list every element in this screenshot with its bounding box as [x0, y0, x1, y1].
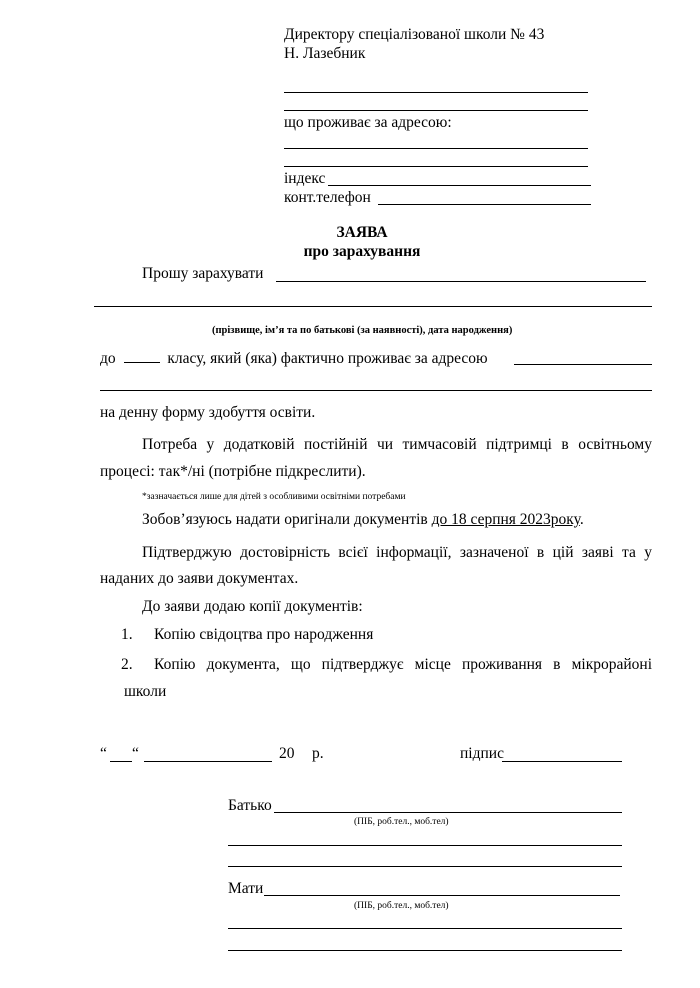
addressee-line-1: Директору спеціалізованої школи № 43: [284, 26, 545, 43]
phone-label: конт.телефон: [284, 189, 371, 206]
mother-field-3[interactable]: [228, 950, 622, 951]
student-name-field[interactable]: [276, 281, 646, 282]
attachments-label: До заяви додаю копії документів:: [142, 598, 363, 615]
list-item-1-text: Копію свідоцтва про народження: [154, 626, 374, 643]
applicant-name-line-1[interactable]: [284, 92, 588, 93]
support-line-2: процесі: так*/ні (потрібне підкреслити).: [100, 463, 366, 480]
applicant-name-line-2[interactable]: [284, 110, 588, 111]
support-line-1: Потреба у додатковій постійній чи тимчасовій підтримці в освітньому: [142, 436, 652, 453]
year-prefix: 20: [279, 745, 295, 762]
date-month-field[interactable]: [144, 761, 272, 762]
father-label: Батько: [228, 797, 272, 814]
index-field[interactable]: [328, 185, 591, 186]
date-quote-close: “: [132, 745, 139, 762]
address-label: що проживає за адресою:: [284, 114, 452, 131]
commit-date: до 18 серпня 2023року: [431, 511, 580, 528]
mother-field[interactable]: [264, 895, 620, 896]
father-field-3[interactable]: [228, 866, 622, 867]
mother-hint: (ПІБ, роб.тел., моб.тел): [354, 901, 449, 911]
grade-text: класу, який (яка) фактично проживає за адресою: [167, 350, 488, 367]
date-quote-open: “: [100, 745, 107, 762]
grade-field[interactable]: [124, 348, 160, 363]
confirm-line-2: наданих до заяви документах.: [100, 570, 299, 587]
commit-end: .: [579, 511, 584, 528]
father-hint: (ПІБ, роб.тел., моб.тел): [354, 817, 449, 827]
mother-field-2[interactable]: [228, 928, 622, 929]
name-hint: (прізвище, ім’я та по батькові (за наявності), дата народження): [212, 325, 513, 336]
education-form-text: на денну форму здобуття освіти.: [100, 404, 316, 421]
grade-prefix: до: [100, 350, 116, 367]
list-item-2-text: Копію документа, що підтверджує місце проживання в мікрорайоні: [154, 656, 652, 673]
signature-field[interactable]: [502, 761, 622, 762]
list-item-2-number: 2.: [121, 656, 133, 673]
date-day-field[interactable]: [110, 761, 132, 762]
address-line-2[interactable]: [284, 166, 588, 167]
year-suffix: р.: [312, 745, 324, 762]
document-title: ЗАЯВА: [336, 224, 388, 241]
mother-label: Мати: [228, 880, 264, 897]
commit-line: [142, 511, 584, 529]
index-label: індекс: [284, 170, 326, 187]
signature-label: підпис: [460, 745, 504, 762]
commit-text: Зобов’язуюсь надати оригінали документів: [142, 511, 432, 528]
request-label: Прошу зарахувати: [142, 265, 264, 282]
phone-field[interactable]: [378, 204, 591, 205]
father-field-2[interactable]: [228, 845, 622, 846]
actual-address-field[interactable]: [514, 364, 652, 365]
address-line-1[interactable]: [284, 148, 588, 149]
document-subtitle: про зарахування: [303, 243, 421, 260]
list-item-2-continuation: школи: [124, 683, 167, 700]
footnote: *зазначається лише для дітей з особливими освітніми потребами: [142, 492, 406, 502]
list-item-1-number: 1.: [121, 626, 133, 643]
confirm-line-1: Підтверджую достовірність всієї інформації, зазначеної в цій заяві та у: [142, 544, 652, 561]
actual-address-field-2[interactable]: [100, 390, 652, 391]
addressee-line-2: Н. Лазебник: [284, 45, 366, 62]
student-name-field-2[interactable]: [94, 306, 652, 307]
grade-line: [100, 348, 488, 368]
